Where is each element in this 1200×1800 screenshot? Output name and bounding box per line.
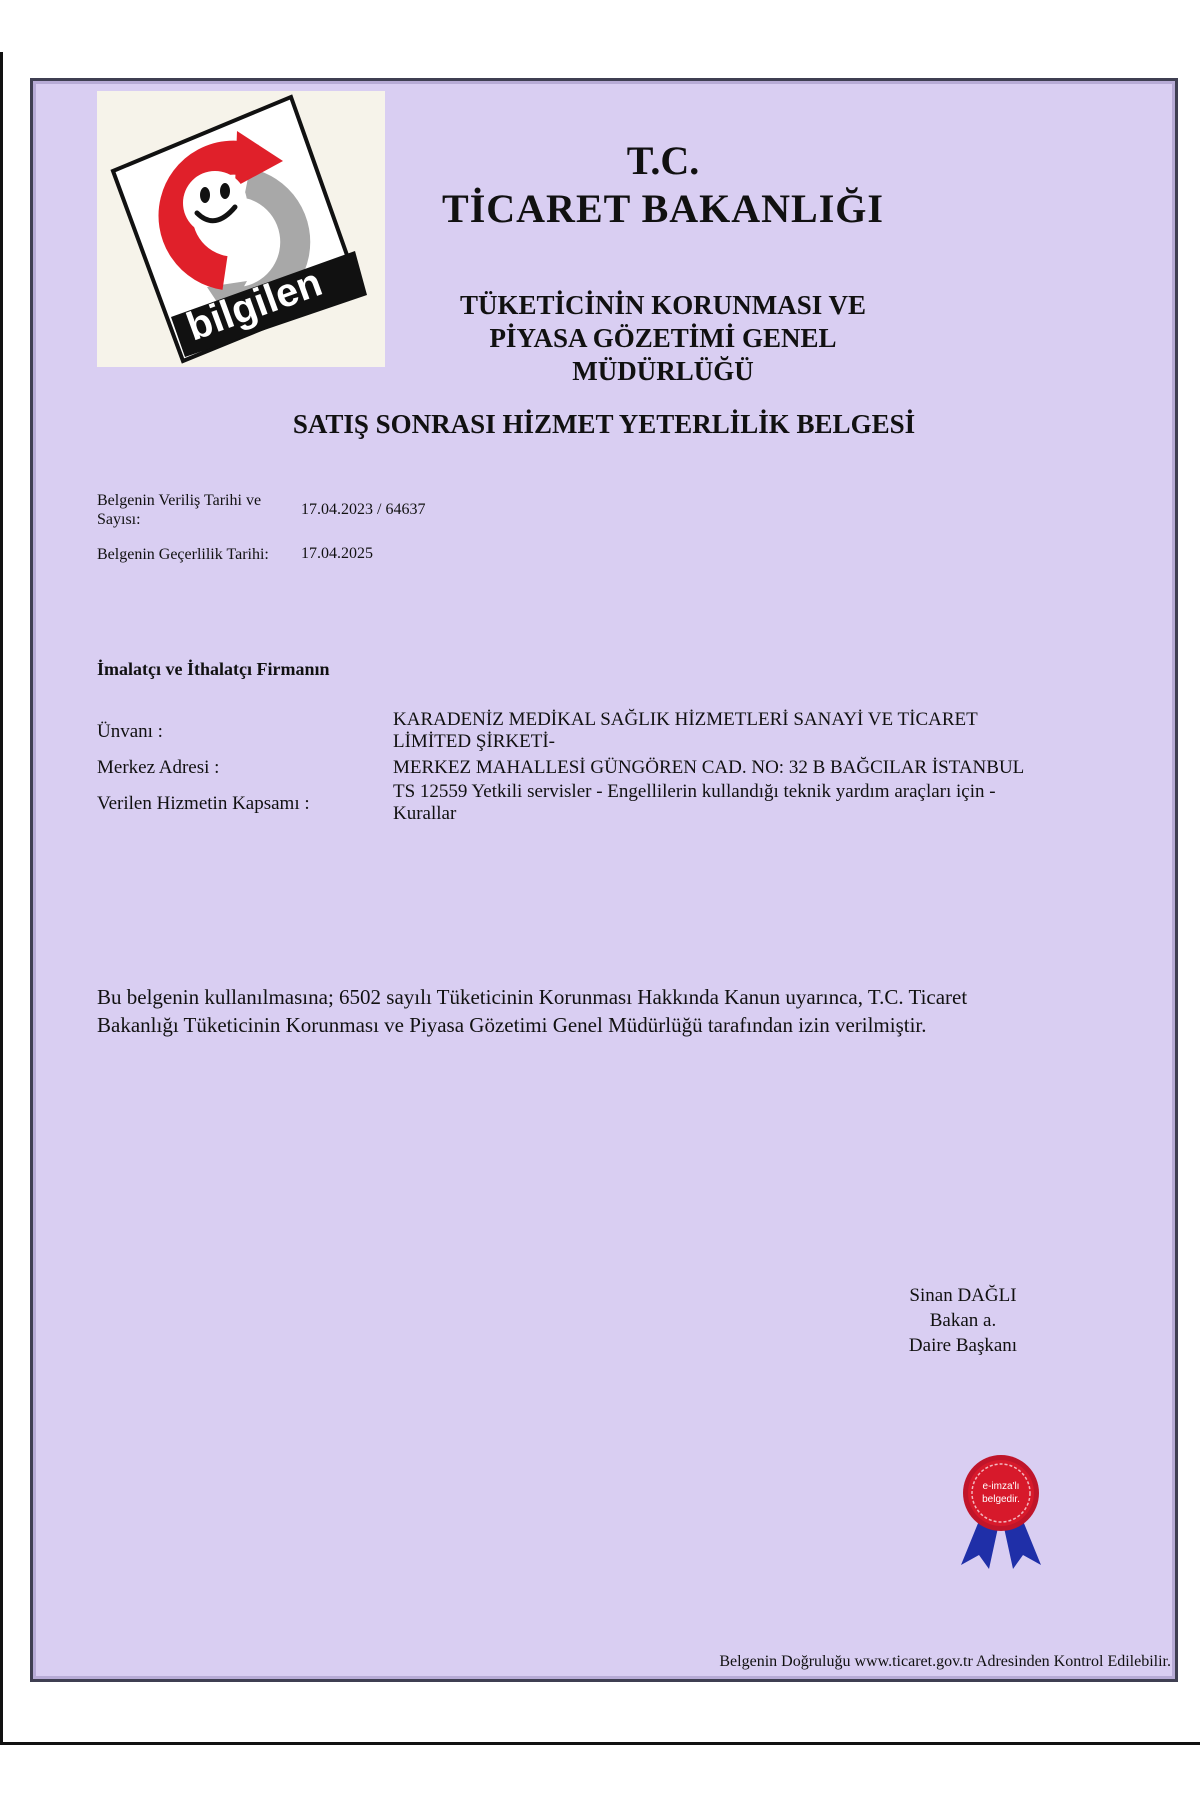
issue-label-line-2: Sayısı: bbox=[97, 511, 141, 528]
header-ministry: TİCARET BAKANLIĞI bbox=[442, 186, 884, 231]
statement-line-1: Bu belgenin kullanılmasına; 6502 sayılı Tüketicinin Korunması Hakkında Kanun uyarınca, T.C. Ticaret bbox=[97, 985, 968, 1009]
directorate-line-3: MÜDÜRLÜĞÜ bbox=[572, 356, 754, 386]
issue-label bbox=[97, 491, 261, 529]
address-label: Merkez Adresi : bbox=[97, 757, 220, 778]
scope-line-1: TS 12559 Yetkili servisler - Engellilerin kullandığı teknik yardım araçları için - bbox=[393, 781, 996, 802]
scope-label: Verilen Hizmetin Kapsamı : bbox=[97, 793, 310, 814]
scope-value bbox=[393, 781, 1133, 825]
company-title-label: Ünvanı : bbox=[97, 721, 163, 742]
seal-text-line-1: e-imza'lı bbox=[982, 1481, 1020, 1492]
header-directorate bbox=[383, 289, 943, 388]
seal-text-line-2: belgedir. bbox=[982, 1494, 1020, 1505]
e-signature-seal-icon bbox=[953, 1449, 1049, 1569]
header-tc: T.C. bbox=[626, 138, 700, 183]
statement-line-2: Bakanlığı Tüketicinin Korunması ve Piyasa Gözetimi Genel Müdürlüğü tarafından izin verilmiştir. bbox=[97, 1013, 927, 1037]
issue-value: 17.04.2023 / 64637 bbox=[301, 501, 426, 518]
scope-line-2: Kurallar bbox=[393, 803, 457, 824]
directorate-line-1: TÜKETİCİNİN KORUNMASI VE bbox=[459, 290, 867, 320]
directorate-line-2: PİYASA GÖZETİMİ GENEL bbox=[489, 323, 837, 353]
company-title-line-2: LİMİTED ŞİRKETİ- bbox=[393, 731, 555, 752]
logo-wordmark: bilgilen bbox=[181, 260, 328, 350]
bilgilen-logo bbox=[97, 91, 385, 367]
issue-label-line-1: Belgenin Veriliş Tarihi ve bbox=[97, 492, 262, 509]
page-edge-left bbox=[0, 52, 3, 1744]
signature-block bbox=[873, 1283, 1053, 1358]
signatory-on-behalf: Bakan a. bbox=[929, 1310, 997, 1331]
address-value: MERKEZ MAHALLESİ GÜNGÖREN CAD. NO: 32 B BAĞCILAR İSTANBUL bbox=[393, 757, 1025, 778]
document-title: SATIŞ SONRASI HİZMET YETERLİLİK BELGESİ bbox=[292, 409, 916, 439]
page-edge-bottom bbox=[0, 1742, 1200, 1745]
company-section-heading: İmalatçı ve İthalatçı Firmanın bbox=[97, 659, 330, 679]
validity-value: 17.04.2025 bbox=[301, 545, 373, 562]
company-title-value bbox=[393, 709, 1133, 753]
signatory-position: Daire Başkanı bbox=[908, 1335, 1018, 1356]
bilgilen-logo-graphic bbox=[97, 91, 385, 367]
verification-note: Belgenin Doğruluğu www.ticaret.gov.tr Adresinden Kontrol Edilebilir. bbox=[719, 1653, 1171, 1670]
certificate bbox=[30, 78, 1178, 1682]
signatory-name: Sinan DAĞLI bbox=[909, 1285, 1017, 1306]
authorization-statement bbox=[97, 983, 1097, 1039]
validity-label: Belgenin Geçerlilik Tarihi: bbox=[97, 546, 269, 563]
company-title-line-1: KARADENİZ MEDİKAL SAĞLIK HİZMETLERİ SANAYİ VE TİCARET bbox=[393, 709, 978, 730]
